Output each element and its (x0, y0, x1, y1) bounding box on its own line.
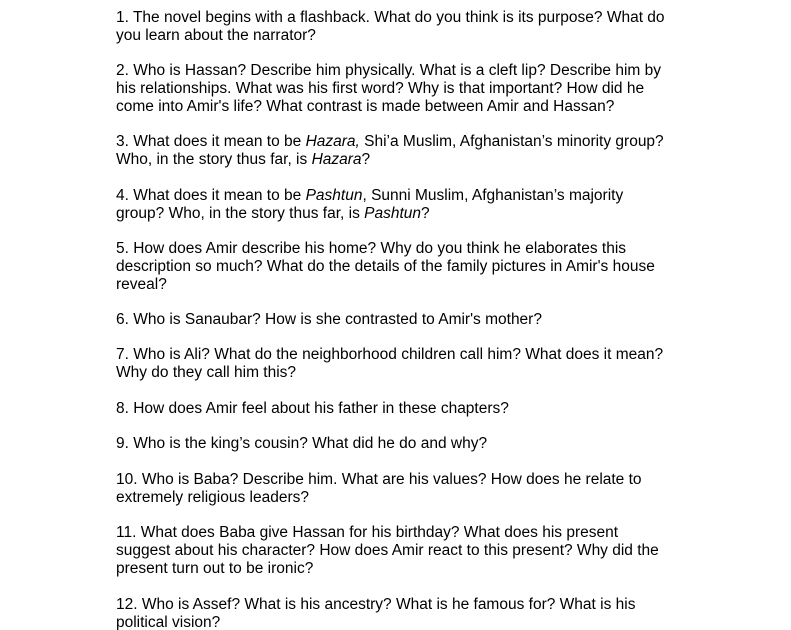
text-segment: 4. What does it mean to be (116, 187, 306, 204)
question-line: 8. How does Amir feel about his father in these chapters? (116, 400, 509, 417)
italic-term: Hazara, (305, 133, 360, 150)
question-10 (116, 471, 676, 507)
question-line: 10. Who is Baba? Describe him. What are his values? How does he relate to (116, 471, 642, 488)
question-line (116, 187, 676, 205)
question-line: come into Amir's life? What contrast is made between Amir and Hassan? (116, 98, 615, 115)
italic-term: Hazara (311, 151, 362, 168)
question-line: political vision? (116, 614, 221, 630)
question-line: you learn about the narrator? (116, 27, 316, 44)
question-line: 5. How does Amir describe his home? Why do you think he elaborates this (116, 240, 627, 257)
question-5 (116, 240, 676, 294)
question-line: suggest about his character? How does Amir react to this present? Why did the (116, 542, 659, 559)
italic-term: Pashtun (305, 187, 363, 204)
question-line: description so much? What do the details of the family pictures in Amir's house (116, 258, 655, 275)
question-line: extremely religious leaders? (116, 489, 309, 506)
question-9 (116, 435, 676, 453)
question-line: 7. Who is Ali? What do the neighborhood children call him? What does it mean? (116, 346, 664, 363)
question-1 (116, 9, 676, 45)
text-segment: group? Who, in the story thus far, is (116, 205, 365, 222)
question-7 (116, 346, 676, 382)
question-4 (116, 187, 676, 223)
question-line: 9. Who is the king’s cousin? What did he do and why? (116, 435, 488, 452)
question-line (116, 133, 676, 151)
text-segment: Who, in the story thus far, is (116, 151, 312, 168)
question-8 (116, 400, 676, 418)
question-line: 1. The novel begins with a flashback. What do you think is its purpose? What do (116, 9, 665, 26)
question-2 (116, 62, 676, 116)
question-line: 2. Who is Hassan? Describe him physically. What is a cleft lip? Describe him by (116, 62, 661, 79)
question-6 (116, 311, 676, 329)
text-segment: , Sunni Muslim, Afghanistan’s majority (362, 187, 624, 204)
question-line: his relationships. What was his first word? Why is that important? How did he (116, 80, 645, 97)
question-12 (116, 596, 676, 630)
question-line: 11. What does Baba give Hassan for his birthday? What does his present (116, 524, 619, 541)
text-segment: Shi’a Muslim, Afghanistan’s minority group? (359, 133, 664, 150)
italic-term: Pashtun (364, 205, 422, 222)
question-line (116, 205, 676, 223)
text-segment: ? (421, 205, 430, 222)
question-11 (116, 524, 676, 578)
question-line (116, 151, 676, 169)
question-line: 6. Who is Sanaubar? How is she contrasted to Amir's mother? (116, 311, 542, 328)
question-line: Why do they call him this? (116, 364, 297, 381)
text-segment: ? (361, 151, 371, 168)
question-line: present turn out to be ironic? (116, 560, 314, 577)
question-line: 12. Who is Assef? What is his ancestry? What is he famous for? What is his (116, 596, 636, 613)
question-line: reveal? (116, 276, 167, 293)
question-3 (116, 133, 676, 169)
text-segment: 3. What does it mean to be (116, 133, 306, 150)
